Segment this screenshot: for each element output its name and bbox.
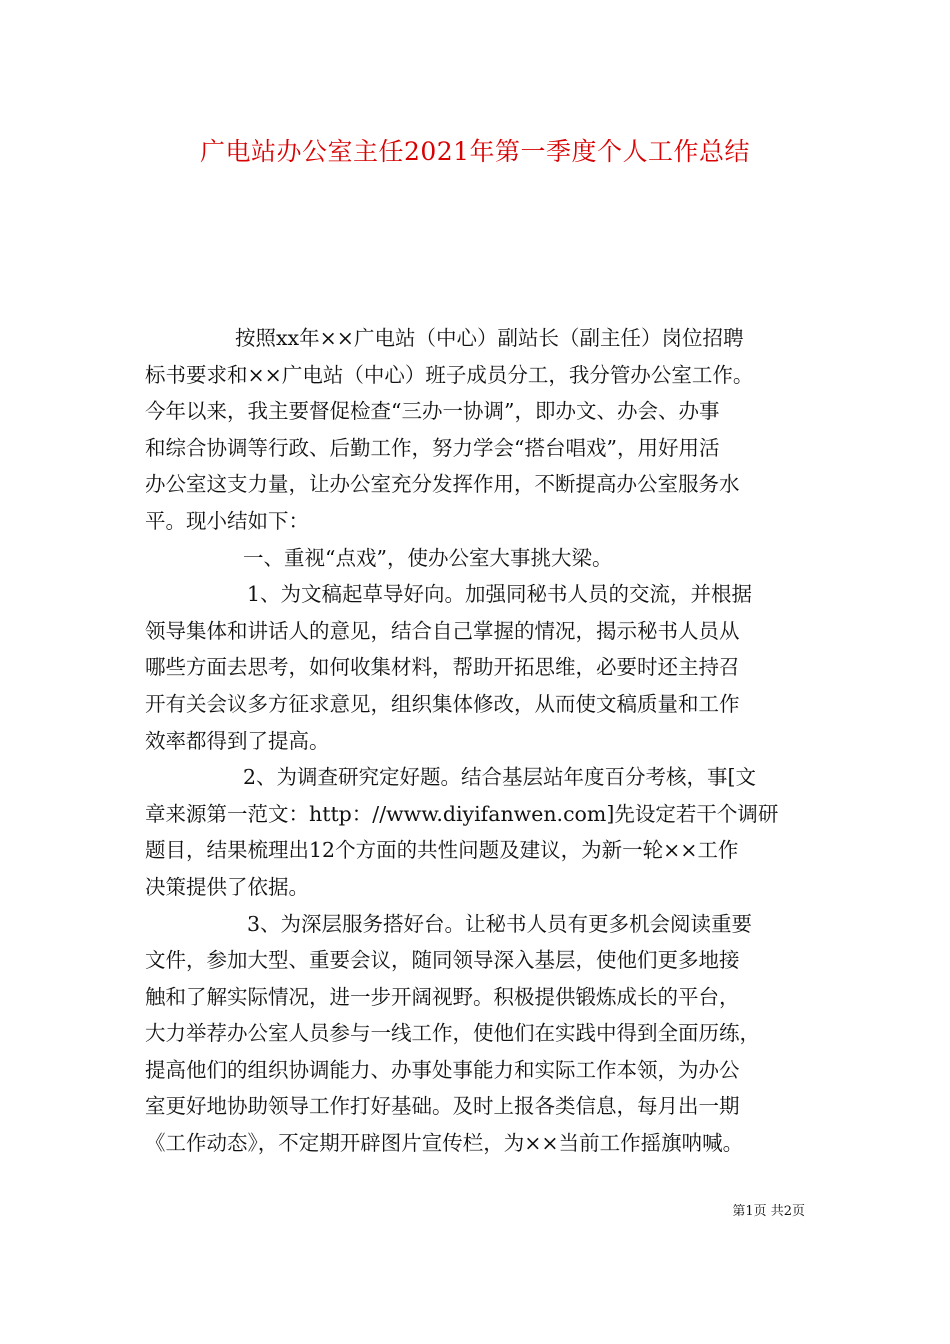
paragraph-line: 《工作动态》，不定期开辟图片宣传栏，为××当前工作摇旗呐喊。 xyxy=(145,1131,744,1156)
paragraph-line: 和综合协调等行政、后勤工作，努力学会“搭台唱戏”，用好用活 xyxy=(145,435,720,460)
paragraph-line: 决策提供了依据。 xyxy=(145,874,309,899)
paragraph-line: 室更好地协助领导工作打好基础。及时上报各类信息，每月出一期 xyxy=(145,1094,740,1119)
paragraph-line: 大力举荐办公室人员参与一线工作，使他们在实践中得到全面历练， xyxy=(145,1021,760,1046)
page-number: 第1页 共2页 xyxy=(732,1204,805,1219)
paragraph-line: 提高他们的组织协调能力、办事处事能力和实际工作本领，为办公 xyxy=(145,1057,740,1082)
document-body xyxy=(145,320,810,1162)
paragraph-line: 触和了解实际情况，进一步开阔视野。积极提供锻炼成长的平台， xyxy=(145,984,740,1009)
paragraph-line: 领导集体和讲话人的意见，结合自己掌握的情况，揭示秘书人员从 xyxy=(145,618,740,643)
section-heading: 一、重视“点戏”，使办公室大事挑大梁。 xyxy=(243,545,613,570)
paragraph-line: 题目，结果梳理出12个方面的共性问题及建议，为新一轮××工作 xyxy=(145,838,739,863)
paragraph-line: 效率都得到了提高。 xyxy=(145,728,330,753)
paragraph-line: 文件，参加大型、重要会议，随同领导深入基层，使他们更多地接 xyxy=(145,948,740,973)
paragraph-line: 按照xx年××广电站（中心）副站长（副主任）岗位招聘 xyxy=(235,326,744,350)
paragraph-line: 平。现小结如下： xyxy=(145,508,309,533)
paragraph-line: 3、为深层服务搭好台。让秘书人员有更多机会阅读重要 xyxy=(247,911,753,936)
paragraph-line: 办公室这支力量，让办公室充分发挥作用，不断提高办公室服务水 xyxy=(145,472,740,497)
paragraph-line: 章来源第一范文：http：//www.diyifanwen.com]先设定若干个调研 xyxy=(145,801,779,826)
paragraph-line: 开有关会议多方征求意见，组织集体修改，从而使文稿质量和工作 xyxy=(145,691,740,716)
paragraph-line: 2、为调查研究定好题。结合基层站年度百分考核，事[文 xyxy=(243,765,757,790)
paragraph-line: 哪些方面去思考，如何收集材料，帮助开拓思维，必要时还主持召 xyxy=(145,655,740,680)
paragraph-line: 今年以来，我主要督促检查“三办一协调”，即办文、办会、办事 xyxy=(145,399,720,424)
document-title: 广电站办公室主任2021年第一季度个人工作总结 xyxy=(199,137,751,166)
paragraph-line: 1、为文稿起草导好向。加强同秘书人员的交流，并根据 xyxy=(247,582,753,607)
paragraph-line: 标书要求和××广电站（中心）班子成员分工，我分管办公室工作。 xyxy=(145,362,754,387)
